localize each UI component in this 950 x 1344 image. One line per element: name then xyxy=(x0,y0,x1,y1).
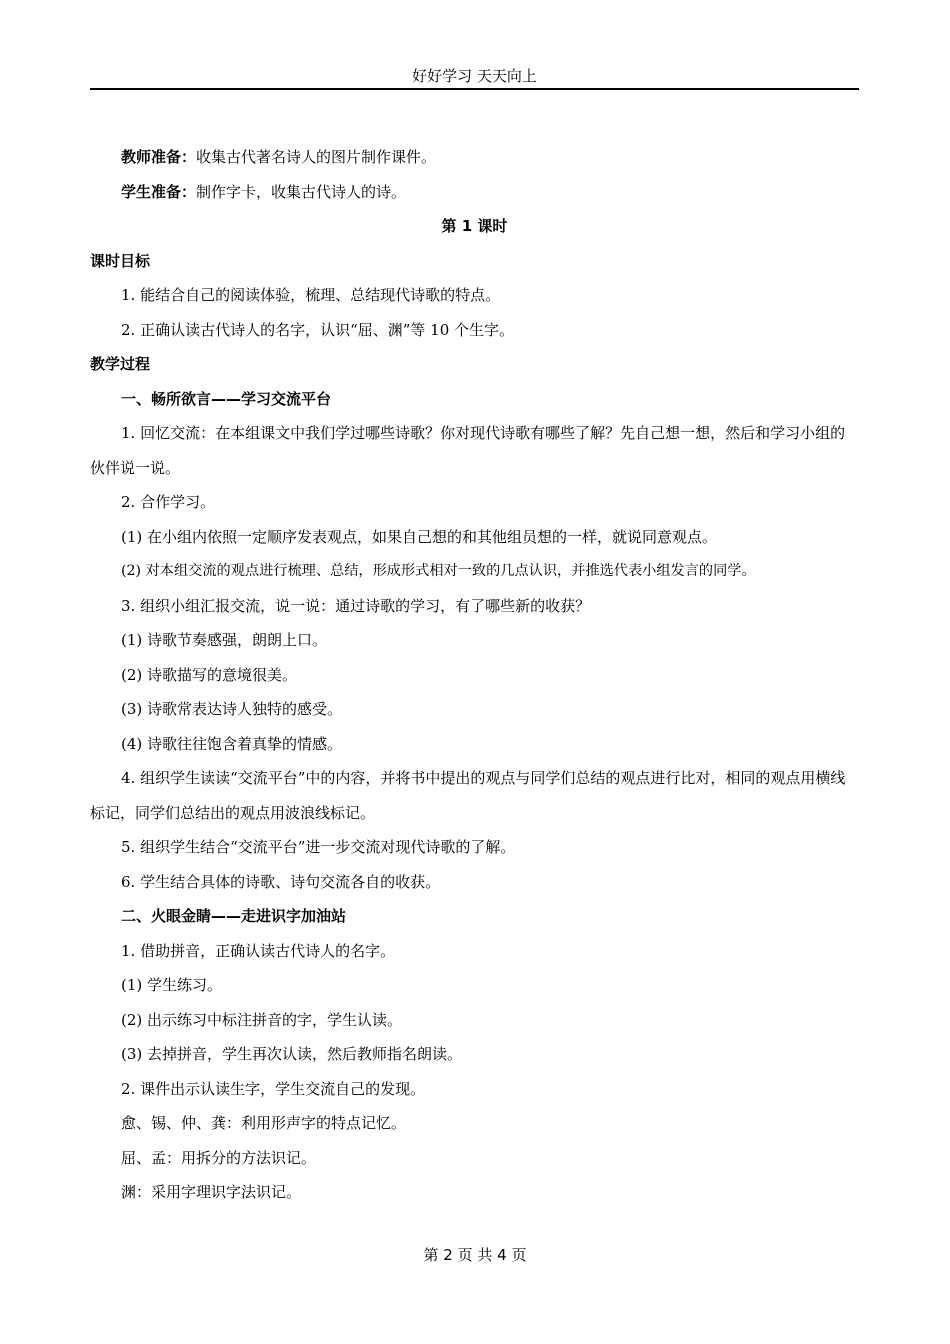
section1-line: 6. 学生结合具体的诗歌、诗句交流各自的收获。 xyxy=(121,872,441,891)
page-footer: 第 2 页 共 4 页 xyxy=(423,1246,527,1264)
section1-line: (1) 在小组内依照一定顺序发表观点，如果自己想的和其他组员想的一样，就说同意观点。 xyxy=(121,527,718,546)
process-heading: 教学过程 xyxy=(90,355,151,373)
section2-line: (3) 去掉拼音，学生再次认读，然后教师指名朗读。 xyxy=(121,1045,463,1063)
section2-line: (1) 学生练习。 xyxy=(121,976,223,994)
goals-heading: 课时目标 xyxy=(90,251,151,270)
section1-heading: 一、畅所欲言——学习交流平台 xyxy=(121,389,332,408)
section1-line: 3. 组织小组汇报交流，说一说：通过诗歌的学习，有了哪些新的收获？ xyxy=(121,596,591,615)
section2-line: (2) 出示练习中标注拼音的字，学生认读。 xyxy=(121,1010,403,1029)
section2-line: 愈、锡、仲、龚：利用形声字的特点记忆。 xyxy=(121,1114,407,1132)
section1-line: (2) 对本组交流的观点进行梳理、总结，形成形式相对一致的几点认识，并推选代表小组发言的同学。 xyxy=(121,563,756,579)
teacher-prep-label: 教师准备： xyxy=(121,148,197,166)
section2-line: 屈、孟：用拆分的方法识记。 xyxy=(121,1148,317,1167)
section1-line: (3) 诗歌常表达诗人独特的感受。 xyxy=(121,700,343,718)
teacher-prep xyxy=(90,140,859,175)
page-header: 好好学习 天天向上 xyxy=(90,64,859,90)
teacher-prep-text: 收集古代著名诗人的图片制作课件。 xyxy=(196,148,437,166)
student-prep xyxy=(90,175,859,210)
student-prep-text: 制作字卡，收集古代诗人的诗。 xyxy=(196,182,407,201)
section1-line: (4) 诗歌往往饱含着真挚的情感。 xyxy=(121,734,343,753)
goal-item: 1. 能结合自己的阅读体验，梳理、总结现代诗歌的特点。 xyxy=(121,286,501,304)
section1-line: 4. 组织学生读读“交流平台”中的内容，并将书中提出的观点与同学们总结的观点进行比对，相同的观点用横线标记，同学们总结出的观点用波浪线标记。 xyxy=(90,769,846,822)
section1-line: 2. 合作学习。 xyxy=(121,493,216,511)
section2-line: 渊：采用字理识字法识记。 xyxy=(121,1183,302,1201)
section2-heading: 二、火眼金睛——走进识字加油站 xyxy=(121,907,347,925)
section1-line: (1) 诗歌节奏感强，朗朗上口。 xyxy=(121,631,328,649)
student-prep-label: 学生准备： xyxy=(121,182,197,201)
section2-line: 2. 课件出示认读生字，学生交流自己的发现。 xyxy=(121,1079,426,1098)
document-body xyxy=(90,140,859,1210)
section1-line: 5. 组织学生结合“交流平台”进一步交流对现代诗歌的了解。 xyxy=(121,838,516,856)
goal-item: 2. 正确认读古代诗人的名字，认识“屈、渊”等 10 个生字。 xyxy=(121,320,515,339)
section2-line: 1. 借助拼音，正确认读古代诗人的名字。 xyxy=(121,941,396,960)
section1-line: (2) 诗歌描写的意境很美。 xyxy=(121,665,298,684)
lesson-title: 第 1 课时 xyxy=(441,217,508,235)
section1-line: 1. 回忆交流：在本组课文中我们学过哪些诗歌？你对现代诗歌有哪些了解？先自己想一想，然后和学习小组的伙伴说一说。 xyxy=(90,424,846,477)
